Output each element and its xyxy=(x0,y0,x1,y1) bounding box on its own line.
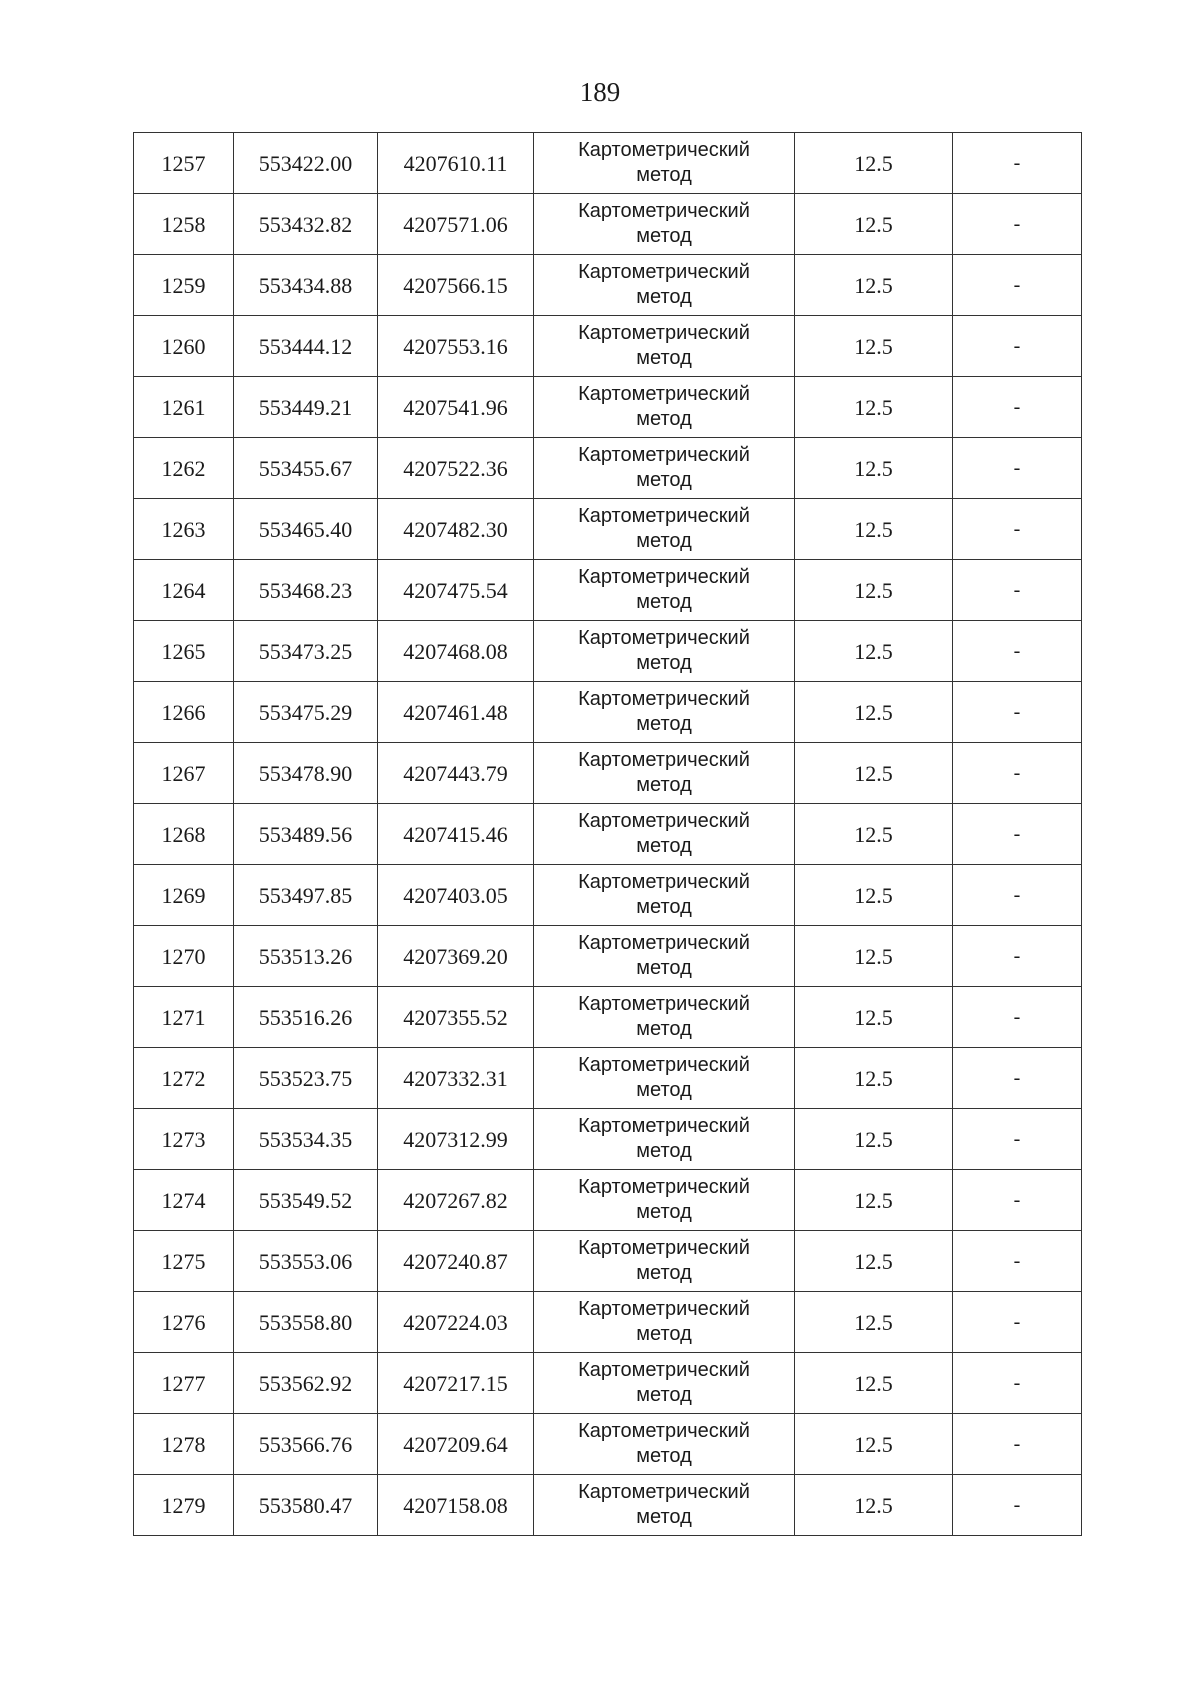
point-number-cell: 1259 xyxy=(134,255,234,316)
method-line-1: Картометрический xyxy=(578,1420,750,1442)
method-line-2: метод xyxy=(636,408,692,430)
method-line-1: Картометрический xyxy=(578,993,750,1015)
accuracy-cell: 12.5 xyxy=(795,926,953,987)
x-coordinate-cell: 553468.23 xyxy=(234,560,378,621)
table-row xyxy=(134,194,1082,255)
x-coordinate-cell: 553489.56 xyxy=(234,804,378,865)
y-coordinate-cell: 4207475.54 xyxy=(378,560,534,621)
y-coordinate-cell: 4207553.16 xyxy=(378,316,534,377)
table-row xyxy=(134,438,1082,499)
point-number-cell: 1260 xyxy=(134,316,234,377)
point-number-cell: 1279 xyxy=(134,1475,234,1536)
table-row xyxy=(134,1048,1082,1109)
x-coordinate-cell: 553497.85 xyxy=(234,865,378,926)
note-cell: - xyxy=(953,804,1082,865)
x-coordinate-cell: 553523.75 xyxy=(234,1048,378,1109)
method-line-1: Картометрический xyxy=(578,1237,750,1259)
table-row xyxy=(134,682,1082,743)
method-line-2: метод xyxy=(636,957,692,979)
table-row xyxy=(134,255,1082,316)
x-coordinate-cell: 553566.76 xyxy=(234,1414,378,1475)
x-coordinate-cell: 553422.00 xyxy=(234,133,378,194)
method-line-1: Картометрический xyxy=(578,322,750,344)
method-line-1: Картометрический xyxy=(578,1176,750,1198)
table-row xyxy=(134,377,1082,438)
method-line-1: Картометрический xyxy=(578,1115,750,1137)
point-number-cell: 1275 xyxy=(134,1231,234,1292)
method-cell xyxy=(534,1353,795,1414)
x-coordinate-cell: 553444.12 xyxy=(234,316,378,377)
point-number-cell: 1276 xyxy=(134,1292,234,1353)
y-coordinate-cell: 4207482.30 xyxy=(378,499,534,560)
y-coordinate-cell: 4207403.05 xyxy=(378,865,534,926)
method-line-2: метод xyxy=(636,1079,692,1101)
accuracy-cell: 12.5 xyxy=(795,1048,953,1109)
y-coordinate-cell: 4207610.11 xyxy=(378,133,534,194)
point-number-cell: 1266 xyxy=(134,682,234,743)
note-cell: - xyxy=(953,377,1082,438)
method-line-2: метод xyxy=(636,530,692,552)
note-cell: - xyxy=(953,1475,1082,1536)
x-coordinate-cell: 553558.80 xyxy=(234,1292,378,1353)
method-line-1: Картометрический xyxy=(578,566,750,588)
method-cell xyxy=(534,865,795,926)
point-number-cell: 1277 xyxy=(134,1353,234,1414)
note-cell: - xyxy=(953,743,1082,804)
x-coordinate-cell: 553549.52 xyxy=(234,1170,378,1231)
table-row xyxy=(134,1292,1082,1353)
method-line-2: метод xyxy=(636,347,692,369)
point-number-cell: 1264 xyxy=(134,560,234,621)
y-coordinate-cell: 4207461.48 xyxy=(378,682,534,743)
method-line-2: метод xyxy=(636,1201,692,1223)
accuracy-cell: 12.5 xyxy=(795,1292,953,1353)
method-line-1: Картометрический xyxy=(578,688,750,710)
point-number-cell: 1258 xyxy=(134,194,234,255)
table-row xyxy=(134,1231,1082,1292)
x-coordinate-cell: 553455.67 xyxy=(234,438,378,499)
y-coordinate-cell: 4207209.64 xyxy=(378,1414,534,1475)
method-line-2: метод xyxy=(636,591,692,613)
table-row xyxy=(134,987,1082,1048)
note-cell: - xyxy=(953,560,1082,621)
table-row xyxy=(134,743,1082,804)
method-cell xyxy=(534,1475,795,1536)
point-number-cell: 1271 xyxy=(134,987,234,1048)
method-cell xyxy=(534,987,795,1048)
y-coordinate-cell: 4207566.15 xyxy=(378,255,534,316)
accuracy-cell: 12.5 xyxy=(795,987,953,1048)
method-cell xyxy=(534,1109,795,1170)
note-cell: - xyxy=(953,1414,1082,1475)
table-row xyxy=(134,1414,1082,1475)
note-cell: - xyxy=(953,926,1082,987)
note-cell: - xyxy=(953,499,1082,560)
x-coordinate-cell: 553465.40 xyxy=(234,499,378,560)
method-line-1: Картометрический xyxy=(578,1298,750,1320)
y-coordinate-cell: 4207415.46 xyxy=(378,804,534,865)
method-line-2: метод xyxy=(636,1262,692,1284)
y-coordinate-cell: 4207240.87 xyxy=(378,1231,534,1292)
x-coordinate-cell: 553478.90 xyxy=(234,743,378,804)
method-cell xyxy=(534,133,795,194)
method-line-1: Картометрический xyxy=(578,261,750,283)
method-line-2: метод xyxy=(636,469,692,491)
method-cell xyxy=(534,1170,795,1231)
note-cell: - xyxy=(953,194,1082,255)
y-coordinate-cell: 4207224.03 xyxy=(378,1292,534,1353)
point-number-cell: 1268 xyxy=(134,804,234,865)
coordinates-table xyxy=(133,132,1082,1536)
y-coordinate-cell: 4207355.52 xyxy=(378,987,534,1048)
method-cell xyxy=(534,1048,795,1109)
method-line-2: метод xyxy=(636,164,692,186)
method-cell xyxy=(534,926,795,987)
table-row xyxy=(134,316,1082,377)
accuracy-cell: 12.5 xyxy=(795,865,953,926)
y-coordinate-cell: 4207571.06 xyxy=(378,194,534,255)
method-cell xyxy=(534,194,795,255)
accuracy-cell: 12.5 xyxy=(795,743,953,804)
x-coordinate-cell: 553516.26 xyxy=(234,987,378,1048)
method-line-1: Картометрический xyxy=(578,627,750,649)
table-row xyxy=(134,560,1082,621)
y-coordinate-cell: 4207312.99 xyxy=(378,1109,534,1170)
accuracy-cell: 12.5 xyxy=(795,682,953,743)
method-cell xyxy=(534,1292,795,1353)
x-coordinate-cell: 553580.47 xyxy=(234,1475,378,1536)
method-cell xyxy=(534,255,795,316)
accuracy-cell: 12.5 xyxy=(795,438,953,499)
accuracy-cell: 12.5 xyxy=(795,194,953,255)
x-coordinate-cell: 553562.92 xyxy=(234,1353,378,1414)
method-cell xyxy=(534,682,795,743)
method-line-1: Картометрический xyxy=(578,1359,750,1381)
note-cell: - xyxy=(953,621,1082,682)
note-cell: - xyxy=(953,1109,1082,1170)
method-line-2: метод xyxy=(636,835,692,857)
table-row xyxy=(134,499,1082,560)
accuracy-cell: 12.5 xyxy=(795,1109,953,1170)
note-cell: - xyxy=(953,1231,1082,1292)
y-coordinate-cell: 4207332.31 xyxy=(378,1048,534,1109)
x-coordinate-cell: 553473.25 xyxy=(234,621,378,682)
table-row xyxy=(134,926,1082,987)
x-coordinate-cell: 553513.26 xyxy=(234,926,378,987)
method-line-2: метод xyxy=(636,1384,692,1406)
note-cell: - xyxy=(953,1353,1082,1414)
method-line-1: Картометрический xyxy=(578,932,750,954)
method-cell xyxy=(534,438,795,499)
accuracy-cell: 12.5 xyxy=(795,377,953,438)
accuracy-cell: 12.5 xyxy=(795,1231,953,1292)
x-coordinate-cell: 553449.21 xyxy=(234,377,378,438)
table-row xyxy=(134,133,1082,194)
accuracy-cell: 12.5 xyxy=(795,621,953,682)
method-line-1: Картометрический xyxy=(578,505,750,527)
y-coordinate-cell: 4207217.15 xyxy=(378,1353,534,1414)
note-cell: - xyxy=(953,1292,1082,1353)
method-line-1: Картометрический xyxy=(578,200,750,222)
method-line-1: Картометрический xyxy=(578,749,750,771)
method-line-2: метод xyxy=(636,713,692,735)
point-number-cell: 1257 xyxy=(134,133,234,194)
method-line-1: Картометрический xyxy=(578,383,750,405)
method-cell xyxy=(534,743,795,804)
accuracy-cell: 12.5 xyxy=(795,316,953,377)
point-number-cell: 1272 xyxy=(134,1048,234,1109)
method-line-2: метод xyxy=(636,1506,692,1528)
accuracy-cell: 12.5 xyxy=(795,804,953,865)
y-coordinate-cell: 4207522.36 xyxy=(378,438,534,499)
note-cell: - xyxy=(953,255,1082,316)
y-coordinate-cell: 4207369.20 xyxy=(378,926,534,987)
method-cell xyxy=(534,499,795,560)
point-number-cell: 1278 xyxy=(134,1414,234,1475)
accuracy-cell: 12.5 xyxy=(795,560,953,621)
note-cell: - xyxy=(953,316,1082,377)
note-cell: - xyxy=(953,987,1082,1048)
x-coordinate-cell: 553553.06 xyxy=(234,1231,378,1292)
method-cell xyxy=(534,621,795,682)
accuracy-cell: 12.5 xyxy=(795,133,953,194)
table-row xyxy=(134,865,1082,926)
method-line-2: метод xyxy=(636,225,692,247)
point-number-cell: 1269 xyxy=(134,865,234,926)
x-coordinate-cell: 553432.82 xyxy=(234,194,378,255)
method-line-1: Картометрический xyxy=(578,139,750,161)
page-number: 189 xyxy=(579,77,621,107)
table-row xyxy=(134,1353,1082,1414)
method-cell xyxy=(534,1231,795,1292)
point-number-cell: 1261 xyxy=(134,377,234,438)
method-cell xyxy=(534,1414,795,1475)
method-line-1: Картометрический xyxy=(578,1054,750,1076)
accuracy-cell: 12.5 xyxy=(795,1353,953,1414)
note-cell: - xyxy=(953,438,1082,499)
method-line-2: метод xyxy=(636,896,692,918)
table-row xyxy=(134,1109,1082,1170)
point-number-cell: 1267 xyxy=(134,743,234,804)
point-number-cell: 1270 xyxy=(134,926,234,987)
method-line-2: метод xyxy=(636,652,692,674)
table-row xyxy=(134,621,1082,682)
method-line-2: метод xyxy=(636,1140,692,1162)
point-number-cell: 1274 xyxy=(134,1170,234,1231)
y-coordinate-cell: 4207443.79 xyxy=(378,743,534,804)
y-coordinate-cell: 4207158.08 xyxy=(378,1475,534,1536)
y-coordinate-cell: 4207468.08 xyxy=(378,621,534,682)
point-number-cell: 1273 xyxy=(134,1109,234,1170)
method-line-2: метод xyxy=(636,1445,692,1467)
y-coordinate-cell: 4207541.96 xyxy=(378,377,534,438)
y-coordinate-cell: 4207267.82 xyxy=(378,1170,534,1231)
accuracy-cell: 12.5 xyxy=(795,1475,953,1536)
method-line-1: Картометрический xyxy=(578,1481,750,1503)
method-cell xyxy=(534,377,795,438)
note-cell: - xyxy=(953,1048,1082,1109)
method-cell xyxy=(534,804,795,865)
method-cell xyxy=(534,316,795,377)
accuracy-cell: 12.5 xyxy=(795,1170,953,1231)
method-line-2: метод xyxy=(636,774,692,796)
method-line-1: Картометрический xyxy=(578,444,750,466)
accuracy-cell: 12.5 xyxy=(795,1414,953,1475)
coordinates-table-body xyxy=(134,133,1082,1536)
table-row xyxy=(134,804,1082,865)
point-number-cell: 1263 xyxy=(134,499,234,560)
note-cell: - xyxy=(953,1170,1082,1231)
method-line-1: Картометрический xyxy=(578,810,750,832)
note-cell: - xyxy=(953,682,1082,743)
accuracy-cell: 12.5 xyxy=(795,255,953,316)
method-line-1: Картометрический xyxy=(578,871,750,893)
x-coordinate-cell: 553534.35 xyxy=(234,1109,378,1170)
note-cell: - xyxy=(953,865,1082,926)
point-number-cell: 1262 xyxy=(134,438,234,499)
table-row xyxy=(134,1475,1082,1536)
accuracy-cell: 12.5 xyxy=(795,499,953,560)
point-number-cell: 1265 xyxy=(134,621,234,682)
method-line-2: метод xyxy=(636,286,692,308)
note-cell: - xyxy=(953,133,1082,194)
method-cell xyxy=(534,560,795,621)
x-coordinate-cell: 553434.88 xyxy=(234,255,378,316)
method-line-2: метод xyxy=(636,1018,692,1040)
method-line-2: метод xyxy=(636,1323,692,1345)
x-coordinate-cell: 553475.29 xyxy=(234,682,378,743)
table-row xyxy=(134,1170,1082,1231)
